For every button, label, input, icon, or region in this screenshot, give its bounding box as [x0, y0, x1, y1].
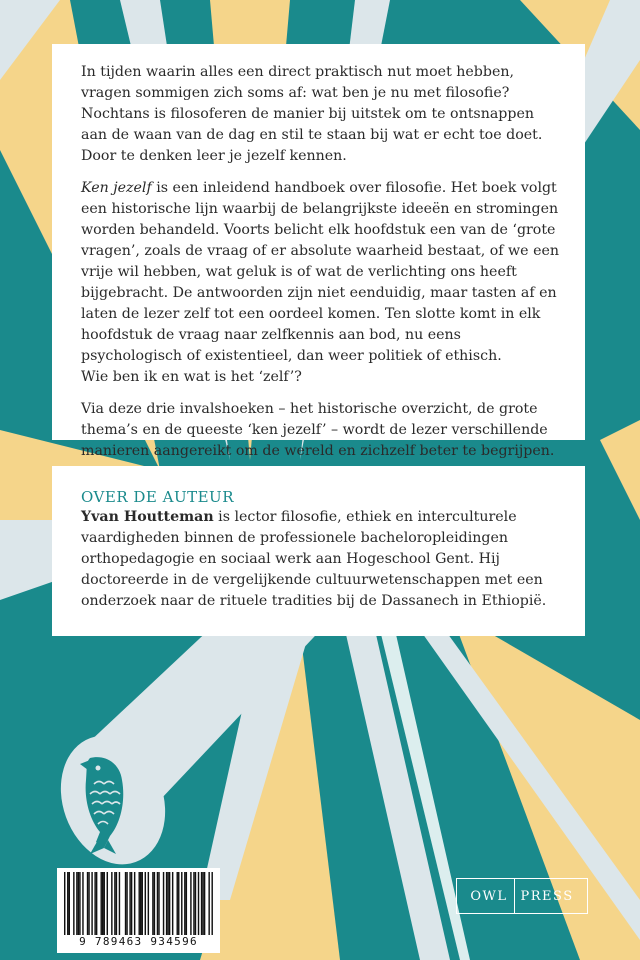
barcode-bar [167, 872, 168, 935]
barcode-bar [104, 872, 105, 935]
barcode-bar [126, 872, 127, 935]
author-bio [81, 507, 561, 612]
barcode-bar [100, 872, 101, 935]
barcode-bars [64, 872, 213, 935]
barcode-bar [73, 872, 74, 935]
barcode-bar [119, 872, 120, 935]
barcode-bar [91, 872, 92, 935]
barcode-bar [64, 872, 65, 935]
barcode-bar [111, 872, 112, 935]
publisher-logo [456, 878, 588, 914]
barcode-bar [177, 872, 178, 935]
barcode-bar [125, 872, 126, 935]
barcode-bar [76, 872, 77, 935]
publisher-name-part2: PRESS [520, 888, 574, 904]
barcode-bar [67, 872, 68, 935]
barcode-bar [157, 872, 158, 935]
barcode-bar [78, 872, 79, 935]
barcode-bar [139, 872, 140, 935]
barcode-bar [195, 872, 196, 935]
barcode-bar [102, 872, 103, 935]
barcode-bar [69, 872, 70, 935]
barcode-bar [178, 872, 179, 935]
barcode-bar [107, 872, 108, 935]
barcode-bar [152, 872, 153, 935]
barcode-bar [145, 872, 146, 935]
barcode-bar [140, 872, 141, 935]
barcode-digits: 9 789463 934596 [79, 935, 198, 948]
book-title: Ken jezelf [81, 180, 152, 196]
barcode-bar [129, 872, 130, 935]
barcode-bar [190, 872, 191, 935]
barcode-bar [202, 872, 203, 935]
barcode-bar [166, 872, 167, 935]
barcode-bar [201, 872, 202, 935]
barcode-bar [96, 872, 97, 935]
barcode-bar [154, 872, 155, 935]
barcode-bar [208, 872, 209, 935]
author-panel [52, 466, 585, 636]
blurb-paragraph-1: In tijden waarin alles een direct praktisch nut moet hebben, vragen sommigen zich soms af: wat ben je nu met filosofie? Nochtans is filosoferen de manier bij uitstek om te ontsnappen aan de waan van de dag en stil te staan bij wat er echt toe doet. Door te denken leer je jezelf kennen. [81, 64, 543, 164]
barcode [57, 868, 220, 953]
barcode-bar [131, 872, 132, 935]
barcode-bar [163, 872, 164, 935]
author-bio-text: is lector filosofie, ethiek en interculturele vaardigheden binnen de professionele bacheloropleidingen orthopedagogie en sociaal werk aan Hogeschool Gent. Hij doctoreerde in de vergelijkende cultuurwetenschappen met een onderzoek naar de rituele tradities bij de Dassanech in Ethiopië. [81, 509, 547, 609]
barcode-bar [142, 872, 143, 935]
barcode-bar [88, 872, 89, 935]
author-heading: OVER DE AUTEUR [81, 488, 234, 506]
publisher-name-part1: OWL [470, 888, 508, 904]
barcode-bar [116, 872, 117, 935]
barcode-bar [82, 872, 83, 935]
barcode-bar [148, 872, 149, 935]
barcode-bar [198, 872, 199, 935]
barcode-bar [186, 872, 187, 935]
barcode-bar [211, 872, 212, 935]
blurb-panel [52, 44, 585, 459]
barcode-bar [94, 872, 95, 935]
barcode-bar [184, 872, 185, 935]
barcode-bar [169, 872, 170, 935]
barcode-bar [134, 872, 135, 935]
barcode-bar [172, 872, 173, 935]
blurb-paragraph-2 [81, 178, 561, 388]
barcode-bar [204, 872, 205, 935]
barcode-bar [181, 872, 182, 935]
barcode-bar [87, 872, 88, 935]
barcode-bar [114, 872, 115, 935]
barcode-bar [158, 872, 159, 935]
blurb-paragraph-3: Via deze drie invalshoeken – het historische overzicht, de grote thema’s en de queeste ‘ken jezelf’ – wordt de lezer verschillende manieren aangereikt om de wereld en zichzelf beter te begrijpen. [81, 401, 555, 459]
fish-icon [76, 750, 150, 856]
blurb-question: Wie ben ik en wat is het ‘zelf’? [81, 369, 302, 385]
barcode-bar [79, 872, 80, 935]
publisher-divider [514, 878, 515, 914]
barcode-bar [193, 872, 194, 935]
author-name: Yvan Houtteman [81, 509, 214, 525]
blurb-paragraph-2-text: is een inleidend handboek over filosofie. Het boek volgt een historische lijn waarbij de belangrijkste ideeën en stromingen worden behandeld. Voorts belicht elk hoofdstuk een van de ‘grote vragen’, zoals de vraag of er absolute waarheid bestaat, of we een vrije wil hebben, wat geluk is of wat de verlichting ons heeft bijgebracht. De antwoorden zijn niet eenduidig, maar tasten af en laten de lezer zelf tot een oordeel komen. Ten slotte komt in elk hoofdstuk de vraag naar zelfkennis aan bod, nu eens psychologisch of existentieel, dan weer politiek of ethisch. [81, 180, 560, 364]
